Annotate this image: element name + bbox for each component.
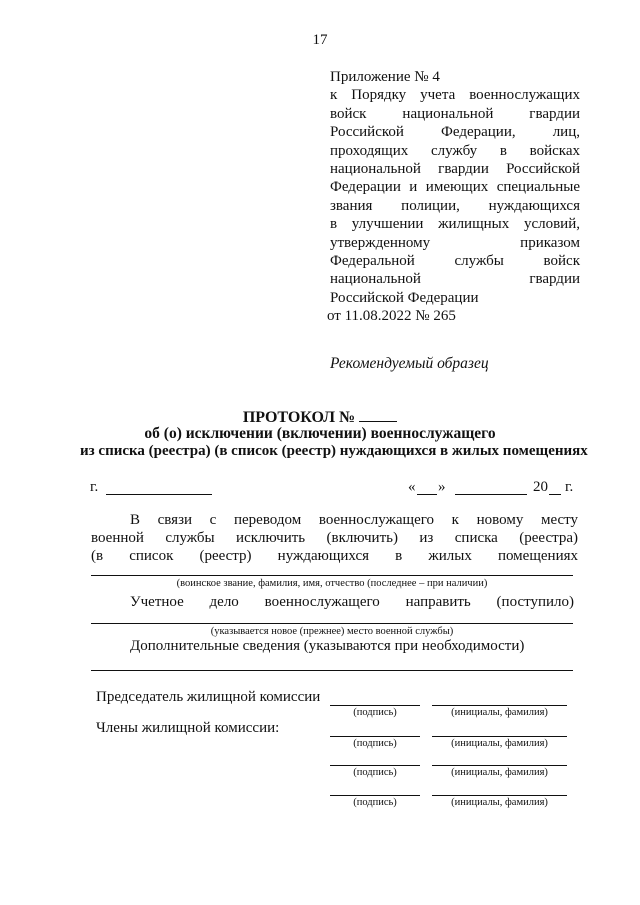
member-3-signature-line	[330, 795, 420, 796]
month-blank	[455, 494, 527, 495]
member-3-name-line	[432, 795, 567, 796]
member-2-name-caption: (инициалы, фамилия)	[451, 767, 548, 778]
member-1-name-caption: (инициалы, фамилия)	[451, 738, 548, 749]
appendix-line: к Порядку учета военнослужащих	[330, 87, 580, 104]
caption-place: (указывается новое (прежнее) место военной службы)	[210, 626, 454, 637]
appendix-date: от 11.08.2022 № 265	[327, 308, 456, 325]
appendix-line: Российской Федерации, лиц,	[330, 124, 580, 141]
appendix-line: утвержденному приказом	[330, 234, 580, 251]
member-1-signature-line	[330, 736, 420, 737]
fill-line-place	[91, 623, 573, 624]
appendix-line: Федерации и имеющих специальные	[330, 179, 580, 196]
protocol-title-text: ПРОТОКОЛ №	[242, 409, 356, 426]
appendix-block	[327, 68, 580, 326]
appendix-line: национальной гвардии Российской	[330, 161, 580, 178]
member-1-name-line	[432, 736, 567, 737]
appendix-line: национальной гвардии	[330, 271, 580, 288]
chairman-name-caption: (инициалы, фамилия)	[451, 707, 548, 718]
chairman-label: Председатель жилищной комиссии	[96, 689, 321, 705]
body-line-1: В связи с переводом военнослужащего к новому месту	[130, 512, 578, 528]
appendix-line: Российской Федерации	[330, 289, 479, 306]
place-blank	[106, 494, 212, 495]
page-number: 17	[312, 32, 328, 48]
appendix-line: проходящих службу в войсках	[330, 142, 580, 159]
member-3-signature-caption: (подпись)	[353, 797, 397, 808]
member-2-signature-caption: (подпись)	[353, 767, 397, 778]
body-line-2: военной службы исключить (включить) из списка (реестра)	[91, 530, 578, 546]
body-line-4: Учетное дело военнослужащего направить (поступило)	[130, 594, 574, 610]
caption-name: (воинское звание, фамилия, имя, отчество (последнее – при наличии)	[176, 578, 488, 589]
day-blank	[417, 494, 437, 495]
sample-label: Рекомендуемый образец	[330, 355, 489, 372]
fill-line-name	[91, 575, 573, 576]
date-open-quote: «	[408, 479, 416, 495]
fill-line-additional	[91, 670, 573, 671]
date-close-quote: »	[438, 479, 446, 495]
year-prefix: 20	[533, 479, 548, 495]
appendix-line: звания полиции, нуждающихся	[330, 197, 580, 214]
protocol-number-blank	[359, 407, 397, 422]
year-blank	[549, 494, 561, 495]
chairman-signature-caption: (подпись)	[353, 707, 397, 718]
place-prefix: г.	[90, 479, 99, 495]
chairman-name-line	[432, 705, 567, 706]
member-3-name-caption: (инициалы, фамилия)	[451, 797, 548, 808]
body-line-5: Дополнительные сведения (указываются при необходимости)	[130, 638, 525, 654]
protocol-subtitle-2: из списка (реестра) (в список (реестр) нуждающихся в жилых помещениях	[80, 443, 588, 459]
body-line-3: (в список (реестр) нуждающихся в жилых помещениях	[91, 548, 578, 564]
protocol-subtitle: об (о) исключении (включении) военнослужащего	[144, 425, 496, 442]
appendix-line: в улучшении жилищных условий,	[330, 216, 580, 233]
protocol-title	[0, 407, 640, 427]
date-suffix: г.	[565, 479, 574, 495]
appendix-title: Приложение № 4	[330, 69, 440, 85]
members-label: Члены жилищной комиссии:	[96, 720, 280, 736]
member-1-signature-caption: (подпись)	[353, 738, 397, 749]
appendix-line: войск национальной гвардии	[330, 105, 580, 122]
chairman-signature-line	[330, 705, 420, 706]
member-2-name-line	[432, 765, 567, 766]
appendix-line: Федеральной службы войск	[330, 253, 580, 270]
member-2-signature-line	[330, 765, 420, 766]
